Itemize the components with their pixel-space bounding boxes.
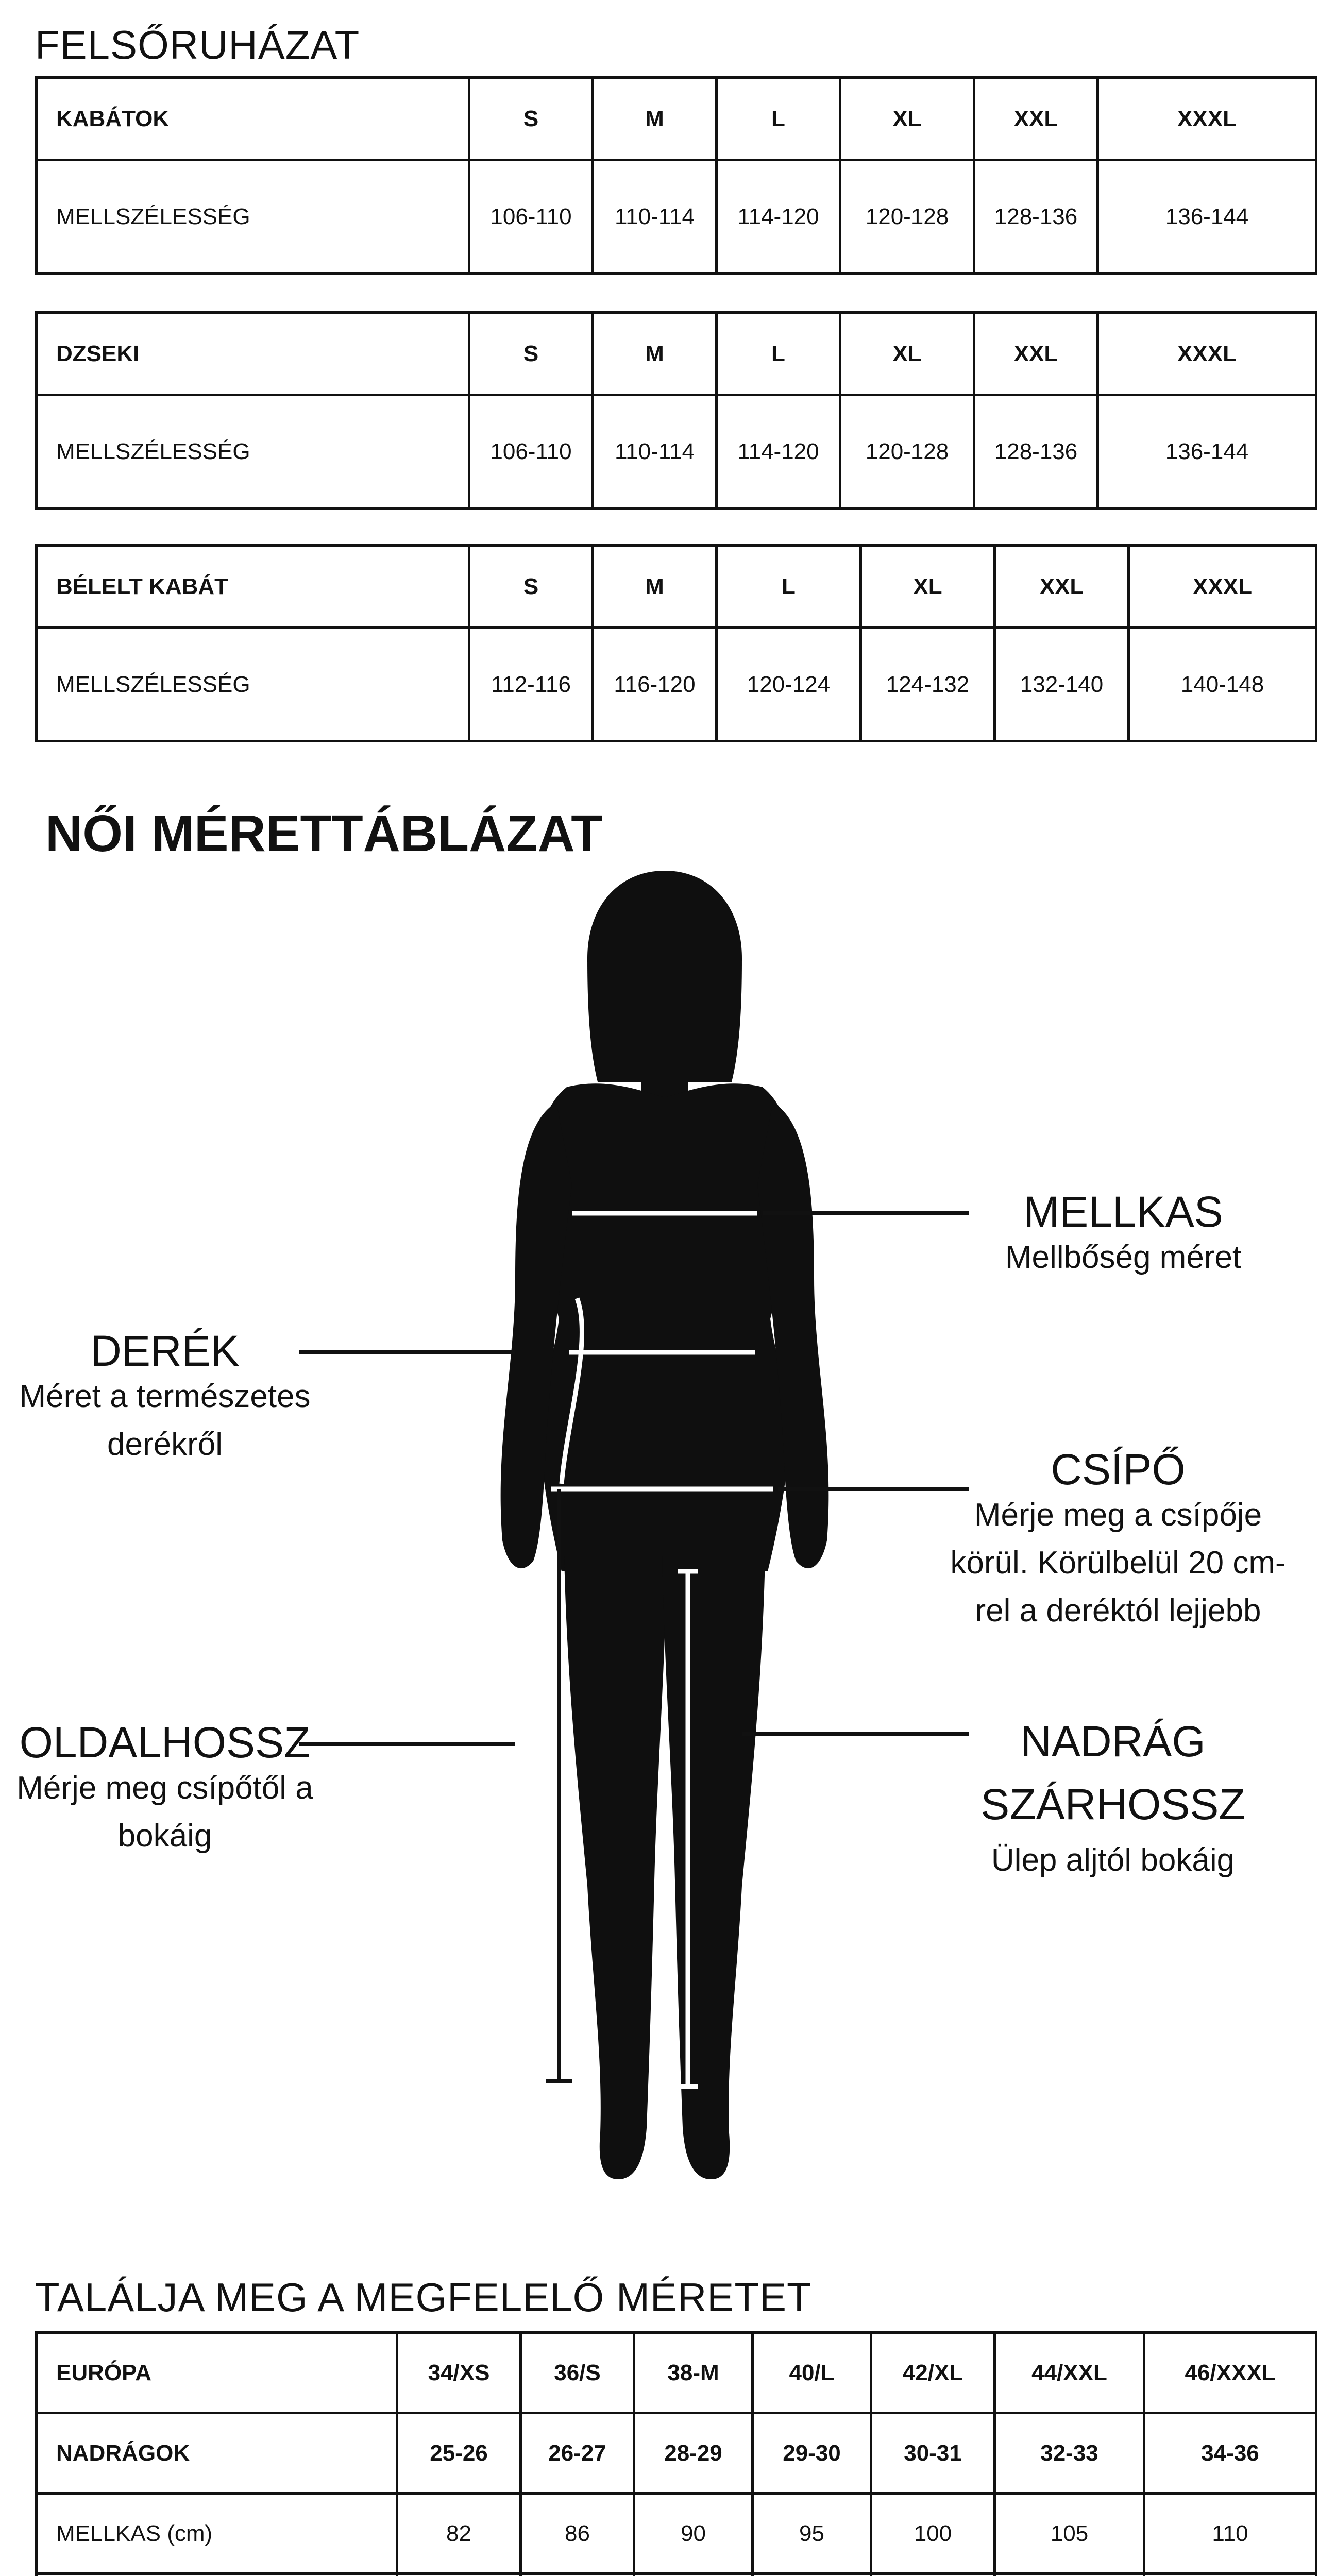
table-cell: 106-110 (469, 160, 593, 274)
table-header-label: DZSEKI (37, 313, 469, 395)
table-cell: 120-128 (840, 160, 974, 274)
table-cell: 90 (634, 2494, 753, 2574)
womens-chart-title: NŐI MÉRETTÁBLÁZAT (45, 805, 603, 862)
table-cell: 136-144 (1098, 395, 1316, 509)
table-cell: 25-26 (397, 2413, 521, 2494)
table-cell: 106-110 (469, 395, 593, 509)
coats-table (35, 76, 1317, 275)
table-cell: 29-30 (753, 2413, 871, 2494)
table-header-cell: XXL (974, 313, 1098, 395)
chest-label-sub: Mellbőség méret (1005, 1240, 1242, 1275)
table-cell: 100 (871, 2494, 995, 2574)
table-header-cell: 38-M (634, 2333, 753, 2413)
side-length-label-head: OLDALHOSSZ (19, 1718, 311, 1767)
table-cell: 114-120 (717, 160, 840, 274)
table-header-cell: XXXL (1129, 546, 1316, 628)
table-cell (753, 2574, 871, 2576)
table-header-cell: M (593, 78, 717, 160)
waist-label-sub: Méret a természetes derékről (19, 1379, 311, 1462)
table-header-cell: XXXL (1098, 78, 1316, 160)
table-cell: 120-128 (840, 395, 974, 509)
table-header-cell: S (469, 313, 593, 395)
inseam-label-head: NADRÁG SZÁRHOSSZ (980, 1717, 1245, 1828)
table-header-cell: S (469, 78, 593, 160)
table-cell (871, 2574, 995, 2576)
table-cell: 28-29 (634, 2413, 753, 2494)
table-header-cell: XL (840, 313, 974, 395)
inseam-label-sub: Ülep aljtól bokáig (991, 1842, 1235, 1878)
table-header-cell: S (469, 546, 593, 628)
lined-coats-table (35, 544, 1317, 742)
table-cell: 82 (397, 2494, 521, 2574)
row-label: MELLSZÉLESSÉG (37, 628, 469, 741)
table-cell: 116-120 (593, 628, 717, 741)
table-header-cell: XL (861, 546, 995, 628)
hip-label (933, 1445, 1304, 1635)
table-header-cell: 46/XXXL (1144, 2333, 1316, 2413)
row-label (37, 2574, 397, 2576)
size-table-title: TALÁLJA MEG A MEGFELELŐ MÉRETET (35, 2275, 812, 2320)
table-cell: 95 (753, 2494, 871, 2574)
table-header-cell: 36/S (521, 2333, 634, 2413)
table-cell: 114-120 (717, 395, 840, 509)
table-cell: 112-116 (469, 628, 593, 741)
row-label: NADRÁGOK (37, 2413, 397, 2494)
row-label: MELLSZÉLESSÉG (37, 395, 469, 509)
table-cell: 128-136 (974, 395, 1098, 509)
table-cell: 30-31 (871, 2413, 995, 2494)
size-conversion-table (35, 2331, 1317, 2576)
table-header-cell: XL (840, 78, 974, 160)
table-header-cell: 34/XS (397, 2333, 521, 2413)
table-header-cell: 44/XXL (995, 2333, 1144, 2413)
waist-label (0, 1329, 330, 1468)
table-cell: 140-148 (1129, 628, 1316, 741)
table-cell: 105 (995, 2494, 1144, 2574)
table-header-cell: M (593, 313, 717, 395)
table-cell: 128-136 (974, 160, 1098, 274)
chest-label (979, 1190, 1267, 1281)
table-header-cell: 40/L (753, 2333, 871, 2413)
table-cell: 110-114 (593, 160, 717, 274)
outerwear-title: FELSŐRUHÁZAT (35, 22, 360, 67)
table-cell: 86 (521, 2494, 634, 2574)
table-cell: 120-124 (717, 628, 861, 741)
table-header-cell: M (593, 546, 717, 628)
table-cell (995, 2574, 1144, 2576)
side-length-label (0, 1718, 330, 1860)
silhouette-icon (501, 871, 829, 2179)
table-header-cell: 42/XL (871, 2333, 995, 2413)
table-header-label: EURÓPA (37, 2333, 397, 2413)
hip-label-head: CSÍPŐ (1051, 1445, 1186, 1494)
table-cell: 124-132 (861, 628, 995, 741)
hip-label-sub: Mérje meg a csípője körül. Körülbelül 20 cm-rel a deréktól lejjebb (950, 1497, 1286, 1629)
chest-label-head: MELLKAS (1023, 1188, 1223, 1236)
table-cell: 26-27 (521, 2413, 634, 2494)
row-label: MELLKAS (cm) (37, 2494, 397, 2574)
table-header-cell: L (717, 546, 861, 628)
table-cell: 32-33 (995, 2413, 1144, 2494)
table-cell: 136-144 (1098, 160, 1316, 274)
table-cell: 132-140 (995, 628, 1129, 741)
waist-label-head: DERÉK (90, 1327, 240, 1375)
table-header-cell: L (717, 78, 840, 160)
table-header-label: KABÁTOK (37, 78, 469, 160)
inseam-label (958, 1710, 1267, 1884)
jackets-table (35, 311, 1317, 510)
table-cell: 110 (1144, 2494, 1316, 2574)
table-cell (397, 2574, 521, 2576)
table-cell: 110-114 (593, 395, 717, 509)
table-cell (521, 2574, 634, 2576)
row-label: MELLSZÉLESSÉG (37, 160, 469, 274)
table-cell (1144, 2574, 1316, 2576)
table-header-cell: XXL (995, 546, 1129, 628)
table-header-cell: XXL (974, 78, 1098, 160)
table-header-cell: L (717, 313, 840, 395)
table-header-cell: XXXL (1098, 313, 1316, 395)
side-length-label-sub: Mérje meg csípőtől a bokáig (16, 1770, 313, 1854)
table-cell: 34-36 (1144, 2413, 1316, 2494)
table-cell (634, 2574, 753, 2576)
table-header-label: BÉLELT KABÁT (37, 546, 469, 628)
